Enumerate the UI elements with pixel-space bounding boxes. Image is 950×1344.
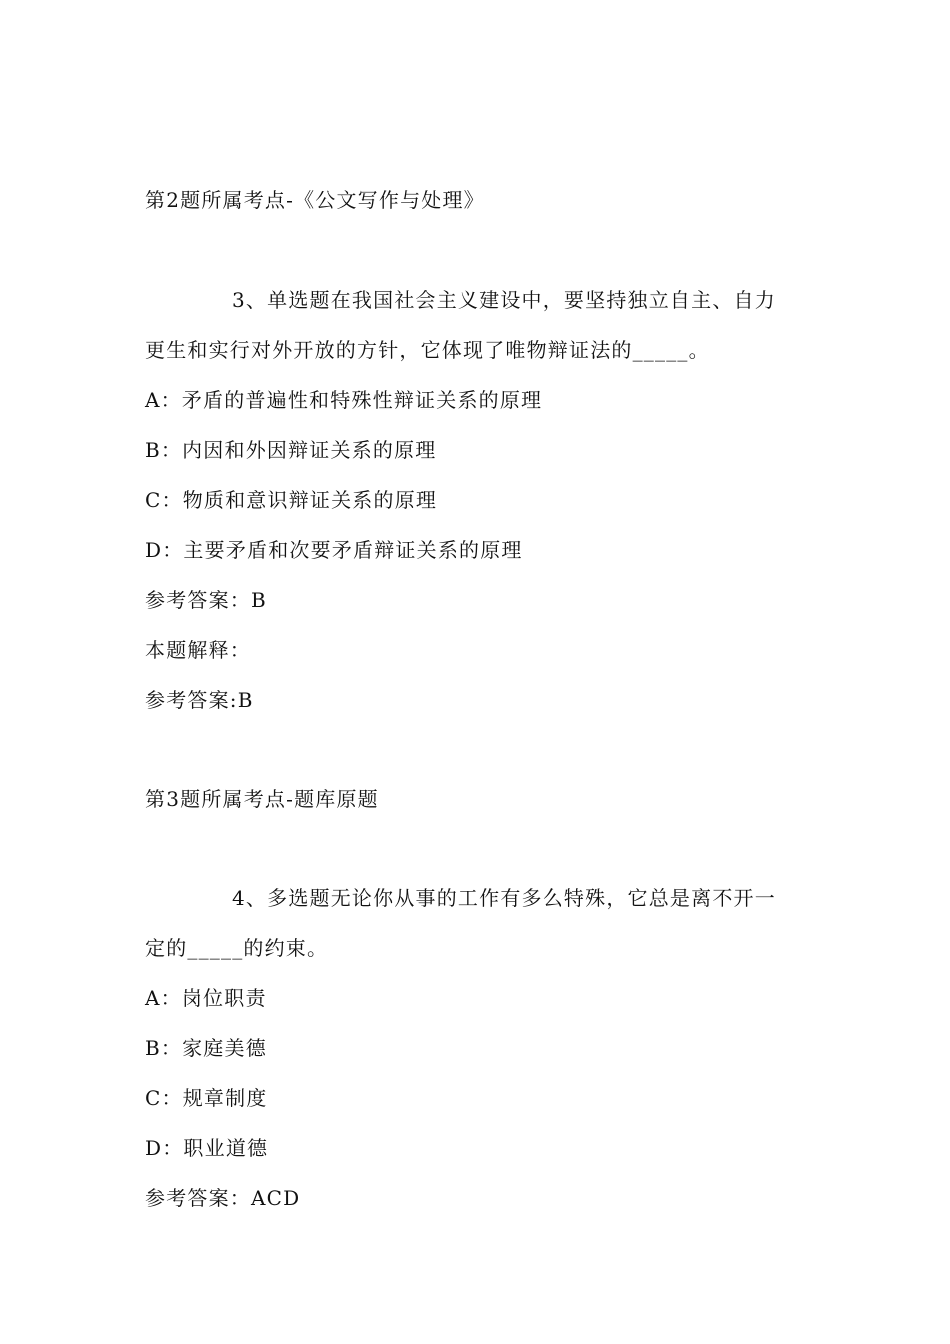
q3-option-b: B：内因和外因辩证关系的原理: [145, 438, 437, 462]
q3-stem-line-1: 3、单选题在我国社会主义建设中，要坚持独立自主、自力: [232, 288, 776, 312]
q3-topic-heading: 第3题所属考点-题库原题: [145, 787, 379, 811]
q2-topic-heading: 第2题所属考点-《公文写作与处理》: [145, 188, 485, 212]
q3-option-c: C：物质和意识辩证关系的原理: [145, 488, 438, 512]
q4-stem-line-1: 4、多选题无论你从事的工作有多么特殊，它总是离不开一: [232, 886, 776, 910]
q3-explanation-answer: 参考答案:B: [145, 688, 254, 712]
q3-option-a: A：矛盾的普遍性和特殊性辩证关系的原理: [145, 388, 543, 412]
q3-explanation-label: 本题解释：: [145, 638, 251, 662]
q3-option-d: D：主要矛盾和次要矛盾辩证关系的原理: [145, 538, 523, 562]
q4-stem-line-2: 定的_____的约束。: [145, 936, 329, 960]
q4-option-b: B：家庭美德: [145, 1036, 267, 1060]
q3-answer: 参考答案：B: [145, 588, 267, 612]
q4-option-c: C：规章制度: [145, 1086, 268, 1110]
q4-option-a: A：岗位职责: [145, 986, 267, 1010]
q4-answer: 参考答案：ACD: [145, 1186, 301, 1210]
q3-stem-line-2: 更生和实行对外开放的方针，它体现了唯物辩证法的_____。: [145, 338, 710, 362]
q4-option-d: D：职业道德: [145, 1136, 269, 1160]
